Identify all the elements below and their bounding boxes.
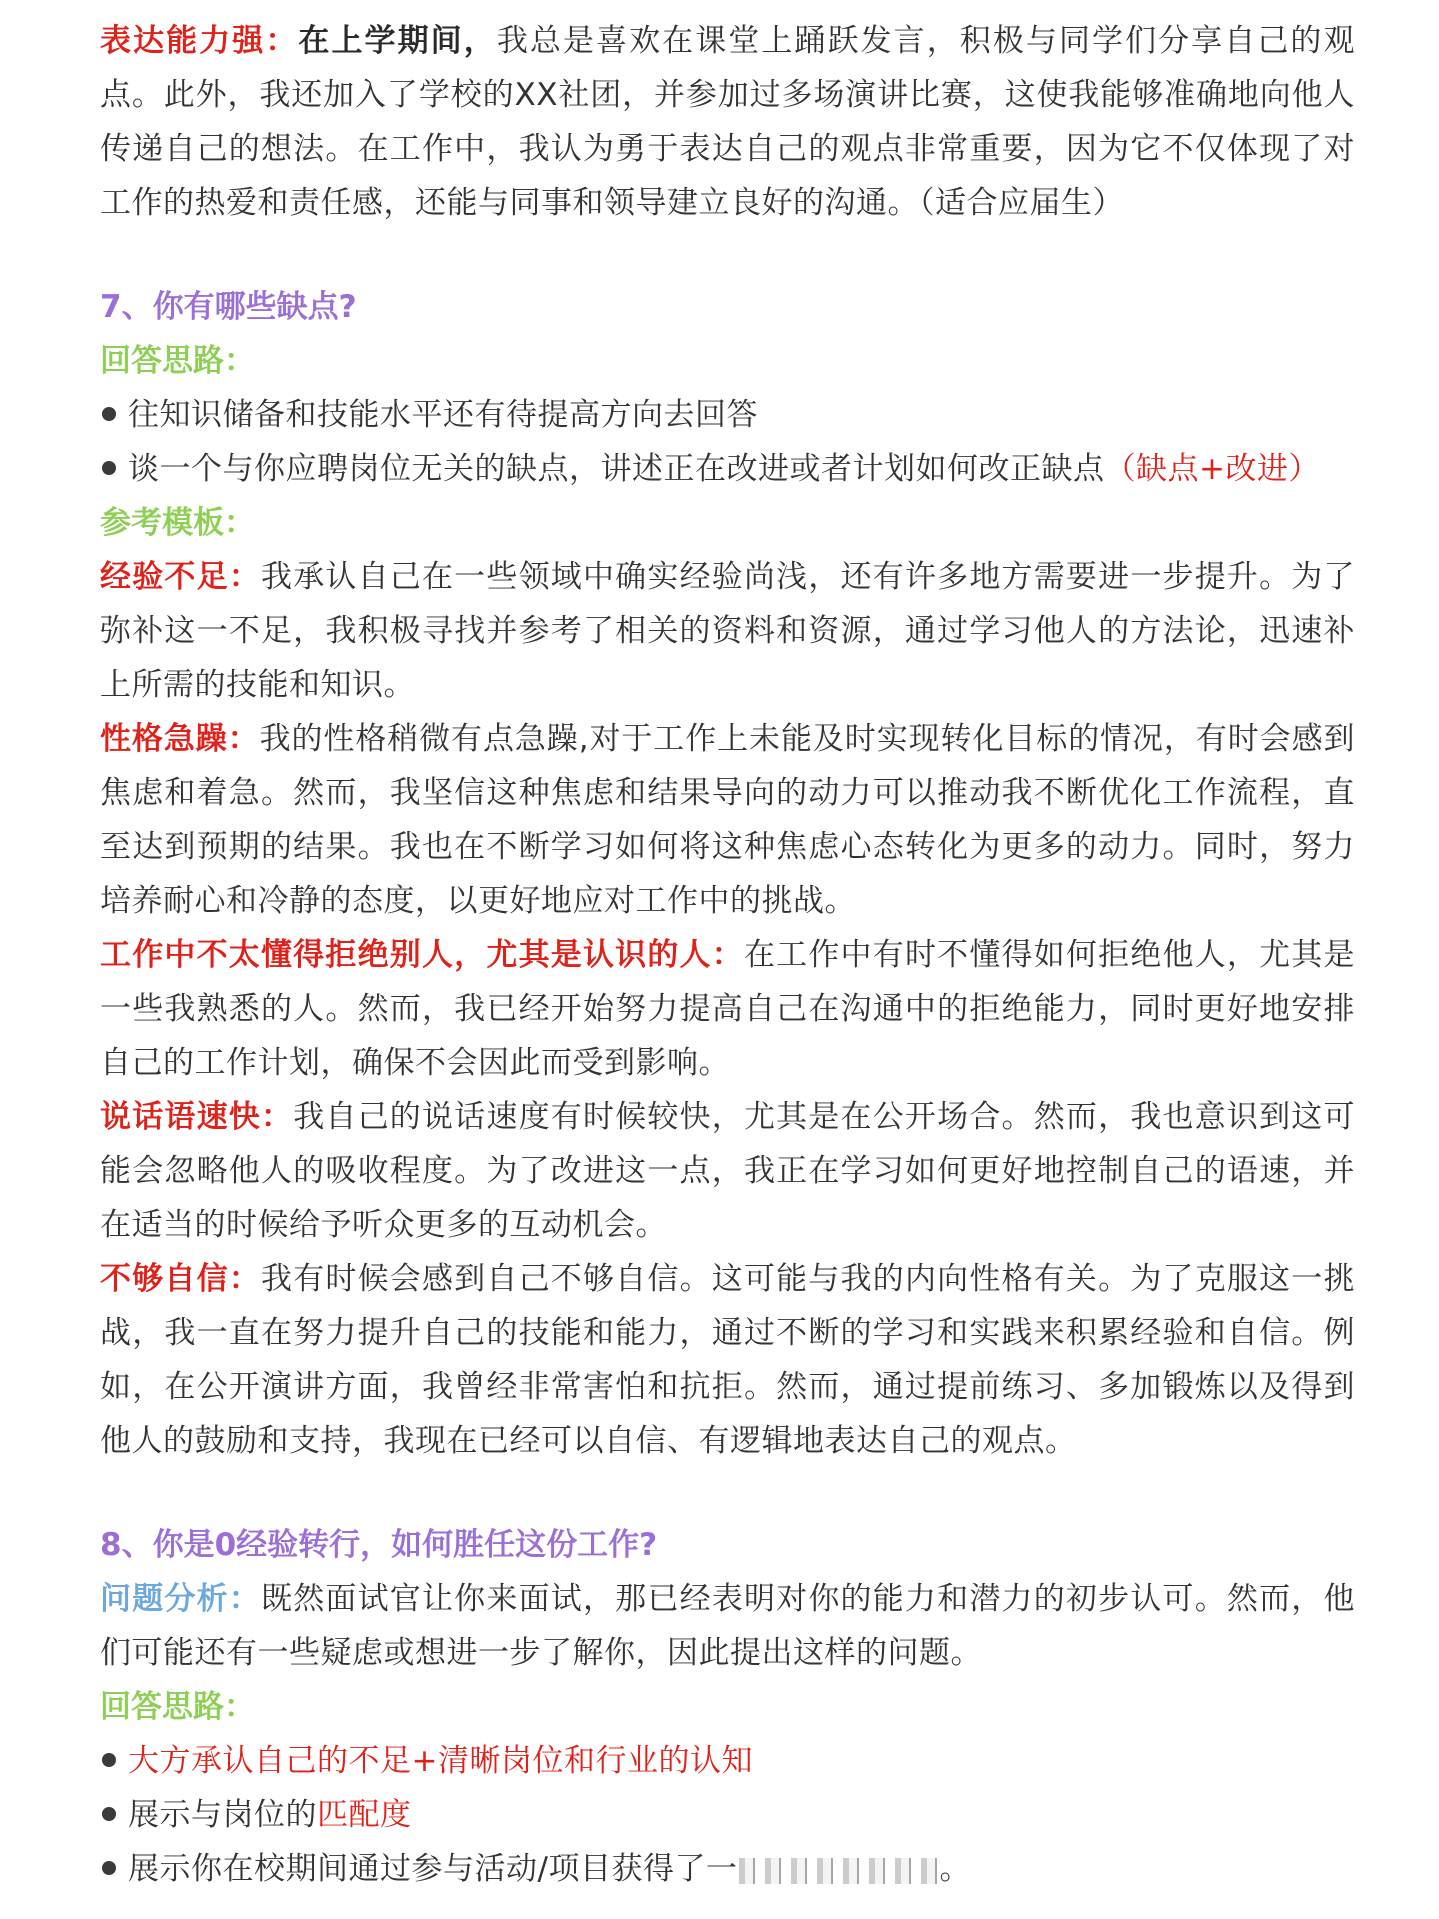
approach-label: 回答思路： — [100, 343, 255, 379]
weakness-item — [100, 712, 1355, 928]
item-lead: 说话语速快： — [100, 1099, 294, 1135]
template-label: 参考模板： — [100, 505, 255, 541]
weakness-item — [100, 1252, 1355, 1468]
item-lead: 工作中不太懂得拒绝别人，尤其是认识的人： — [100, 937, 744, 973]
spacer — [100, 230, 1355, 280]
item-text: 我有时候会感到自己不够自信。这可能与我的内向性格有关。为了克服这一挑战，我一直在努力提升自己的技能和能力，通过不断的学习和实践来积累经验和自信。例如，在公开演讲方面，我曾经非常害怕和抗拒。然而，通过提前练习、多加锻炼以及得到他人的鼓励和支持，我现在已经可以自信、有逻辑地表达自己的观点。 — [100, 1261, 1356, 1459]
bullet-item — [100, 1734, 1355, 1788]
question-7-title: 7、你有哪些缺点? — [100, 289, 357, 325]
bullet-red-text: 大方承认自己的不足+清晰岗位和行业的认知 — [128, 1743, 753, 1779]
item-text: 在工作中有时不懂得如何拒绝他人，尤其是一些我熟悉的人。然而，我已经开始努力提高自己在沟通中的拒绝能力，同时更好地安排自己的工作计划，确保不会因此而受到影响。 — [100, 937, 1356, 1081]
bullet-dot-icon — [102, 461, 116, 475]
weakness-item — [100, 550, 1355, 712]
bullet-dot-icon — [102, 407, 116, 421]
bullet-item — [100, 1788, 1355, 1842]
item-bold: 在上学期间， — [298, 23, 497, 59]
item-text: 我自己的说话速度有时候较快，尤其是在公开场合。然而，我也意识到这可能会忽略他人的吸收程度。为了改进这一点，我正在学习如何更好地控制自己的语速，并在适当的时候给予听众更多的互动机会。 — [100, 1099, 1355, 1243]
watermark-icon — [739, 1858, 939, 1884]
bullet-text: 往知识储备和技能水平还有待提高方向去回答 — [128, 397, 758, 433]
bullet-red-text: （缺点+改进） — [1104, 451, 1320, 487]
spacer — [100, 1468, 1355, 1518]
paragraph-expression — [100, 14, 1355, 230]
bullet-text: 展示你在校期间通过参与活动/项目获得了一 — [128, 1851, 738, 1887]
analysis-text: 既然面试官让你来面试，那已经表明对你的能力和潜力的初步认可。然而，他们可能还有一些疑虑或想进一步了解你，因此提出这样的问题。 — [100, 1581, 1356, 1671]
bullet-dot-icon — [102, 1861, 116, 1875]
approach-label: 回答思路： — [100, 1689, 255, 1725]
item-lead: 性格急躁： — [100, 721, 260, 757]
item-lead: 不够自信： — [100, 1261, 261, 1297]
analysis-paragraph — [100, 1572, 1355, 1680]
bullet-item — [100, 1842, 1355, 1896]
weakness-item — [100, 1090, 1355, 1252]
bullet-tail: 。 — [939, 1851, 971, 1887]
weakness-item — [100, 928, 1355, 1090]
bullet-item — [100, 388, 1355, 442]
bullet-text: 展示与岗位的 — [128, 1797, 317, 1833]
analysis-label: 问题分析： — [100, 1581, 261, 1617]
bullet-text: 谈一个与你应聘岗位无关的缺点，讲述正在改进或者计划如何改正缺点 — [128, 451, 1105, 487]
item-text: 我承认自己在一些领域中确实经验尚浅，还有许多地方需要进一步提升。为了弥补这一不足，我积极寻找并参考了相关的资料和资源，通过学习他人的方法论，迅速补上所需的技能和知识。 — [100, 559, 1356, 703]
item-lead: 表达能力强： — [100, 23, 299, 59]
item-lead: 经验不足： — [100, 559, 261, 595]
item-text: 我的性格稍微有点急躁,对于工作上未能及时实现转化目标的情况，有时会感到焦虑和着急。然而，我坚信这种焦虑和结果导向的动力可以推动我不断优化工作流程，直至达到预期的结果。我也在不断学习如何将这种焦虑心态转化为更多的动力。同时，努力培养耐心和冷静的态度，以更好地应对工作中的挑战。 — [100, 721, 1355, 919]
bullet-dot-icon — [102, 1753, 116, 1767]
item-text: 我总是喜欢在课堂上踊跃发言，积极与同学们分享自己的观点。此外，我还加入了学校的XX社团，并参加过多场演讲比赛，这使我能够准确地向他人传递自己的想法。在工作中，我认为勇于表达自己的观点非常重要，因为它不仅体现了对工作的热爱和责任感，还能与同事和领导建立良好的沟通。（适合应届生） — [100, 23, 1355, 221]
bullet-item — [100, 442, 1355, 496]
bullet-red-text: 匹配度 — [317, 1797, 412, 1833]
bullet-dot-icon — [102, 1807, 116, 1821]
question-8-title: 8、你是0经验转行，如何胜任这份工作? — [100, 1527, 658, 1563]
